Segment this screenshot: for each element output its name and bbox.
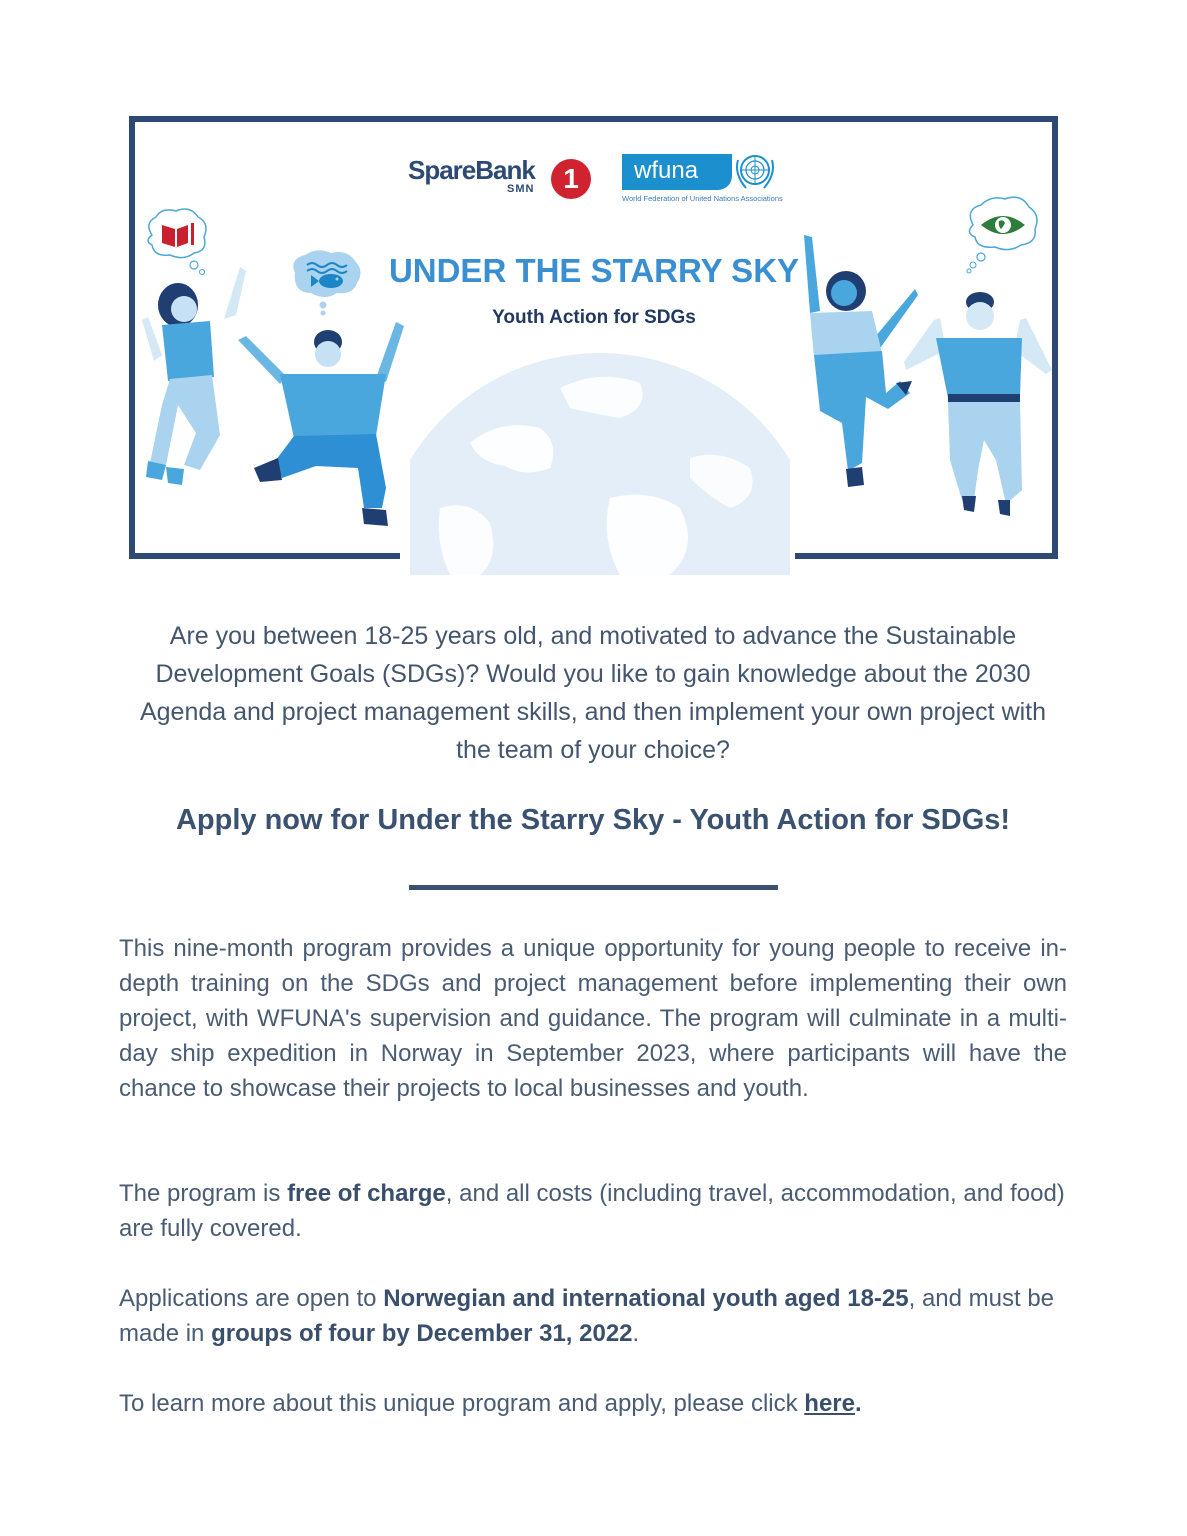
sparebank-logo-text: SpareBank bbox=[408, 155, 535, 185]
jumping-man-illustration bbox=[236, 318, 406, 538]
jumping-man-right-illustration bbox=[904, 290, 1054, 530]
sparebank-logo-sub: SMN bbox=[507, 183, 535, 195]
frame-border-top bbox=[129, 116, 1058, 122]
cost-paragraph bbox=[119, 1176, 1067, 1246]
sparebank-logo bbox=[408, 155, 593, 201]
intro-paragraph: Are you between 18-25 years old, and motivated to advance the Sustainable Development Goals (SDGs)? Would you like to gain knowledge about the 2030 Agenda and project management skills, and then implement your own project with the team of your choice? bbox=[139, 622, 1047, 764]
deadline-emphasis: groups of four by December 31, 2022 bbox=[211, 1320, 633, 1347]
eligibility-paragraph bbox=[119, 1281, 1067, 1351]
apply-heading: Apply now for Under the Starry Sky - Youth Action for SDGs! bbox=[175, 804, 1011, 836]
globe-map-icon bbox=[410, 348, 790, 575]
jumping-woman-right-illustration bbox=[800, 233, 920, 498]
jumping-woman-illustration bbox=[140, 265, 250, 495]
banner-subtitle: Youth Action for SDGs bbox=[492, 307, 696, 328]
frame-border-bottom-left bbox=[129, 553, 400, 559]
section-divider bbox=[409, 885, 778, 890]
apply-here-link[interactable]: here bbox=[804, 1390, 855, 1417]
frame-border-left bbox=[129, 116, 135, 559]
learn-more-paragraph bbox=[119, 1386, 1067, 1421]
learn-more-period: . bbox=[854, 1390, 862, 1417]
sparebank-logo-badge: 1 bbox=[551, 159, 591, 199]
program-description-paragraph: This nine-month program provides a unique opportunity for young people to receive in-depth training on the SDGs and project management before implementing their own project, with WFUNA's supervision and guidance. The program will culminate in a multi-day ship expedition in Norway in September 2023, where participants will have the chance to showcase their projects to local businesses and youth. bbox=[119, 935, 1067, 1102]
banner bbox=[0, 0, 1187, 590]
eligibility-text-after: . bbox=[632, 1320, 640, 1347]
eye-globe-thought-bubble-icon bbox=[963, 193, 1043, 280]
fish-thought-bubble-icon bbox=[287, 247, 365, 322]
eligibility-text-before: Applications are open to bbox=[119, 1285, 384, 1312]
banner-title: UNDER THE STARRY SKY bbox=[388, 252, 800, 289]
wfuna-logo-sub: World Federation of United Nations Associations bbox=[622, 194, 783, 203]
wfuna-logo bbox=[622, 150, 782, 206]
cost-text-before: The program is bbox=[119, 1180, 288, 1207]
eligible-youth-emphasis: Norwegian and international youth aged 18-25 bbox=[383, 1285, 909, 1312]
eligibility-text-middle: , and must be made in bbox=[119, 1285, 1055, 1347]
un-emblem-icon bbox=[732, 150, 778, 194]
frame-border-bottom-right bbox=[795, 553, 1058, 559]
wfuna-logo-text: wfuna bbox=[622, 154, 732, 190]
cost-text-after: , and all costs (including travel, accommodation, and food) are fully covered. bbox=[119, 1180, 1065, 1242]
learn-more-text: To learn more about this unique program and apply, please click bbox=[119, 1390, 805, 1417]
free-of-charge-emphasis: free of charge bbox=[287, 1180, 446, 1207]
